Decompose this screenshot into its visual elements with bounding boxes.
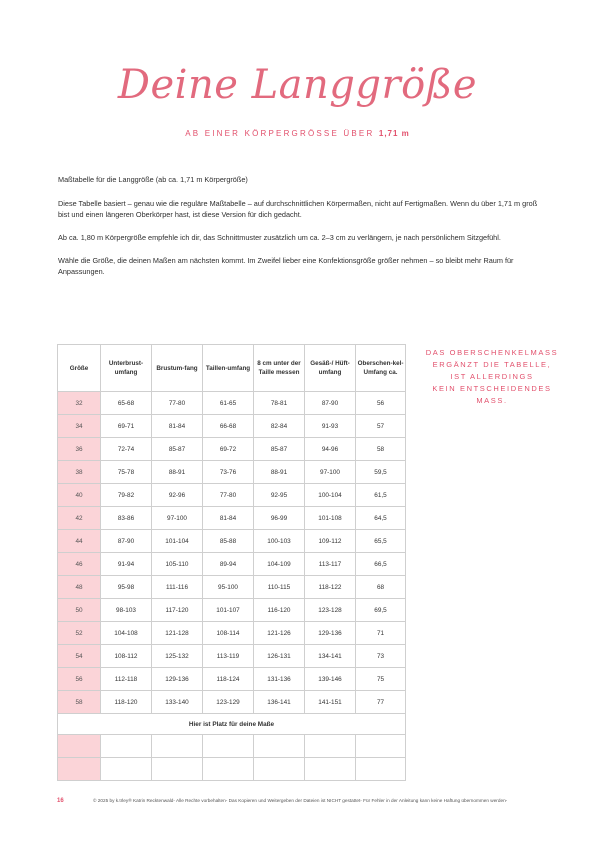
table-cell: 116-120	[254, 599, 305, 622]
size-cell: 34	[58, 415, 101, 438]
table-cell: 129-136	[305, 622, 356, 645]
table-cell: 85-87	[254, 438, 305, 461]
table-cell: 69,5	[356, 599, 406, 622]
page-number: 16	[57, 798, 64, 804]
copyright-text: © 2025 by k.trley® Katrin Recktenwald- Alle Rechte vorbehalten- Das Kopieren und Weitergeben der Dateien ist NICHT gestattet- Für Fehler in der Anleitung kann keine Haftung übernommen werden-	[93, 798, 508, 803]
table-cell: 57	[356, 415, 406, 438]
size-cell: 58	[58, 691, 101, 714]
table-cell: 81-84	[152, 415, 203, 438]
size-cell: 36	[58, 438, 101, 461]
blank-cell	[101, 735, 152, 758]
column-header-hip: Gesäß-/ Hüft-umfang	[305, 345, 356, 392]
size-cell: 56	[58, 668, 101, 691]
intro-heading: Maßtabelle für die Langgröße (ab ca. 1,71 m Körpergröße)	[58, 175, 248, 184]
table-cell: 77	[356, 691, 406, 714]
table-cell: 66-68	[203, 415, 254, 438]
table-cell: 58	[356, 438, 406, 461]
blank-cell	[254, 735, 305, 758]
intro-text	[58, 174, 538, 289]
table-cell: 126-131	[254, 645, 305, 668]
table-cell: 56	[356, 392, 406, 415]
table-cell: 77-80	[152, 392, 203, 415]
table-row	[58, 438, 406, 461]
table-cell: 123-128	[305, 599, 356, 622]
table-cell: 92-96	[152, 484, 203, 507]
table-cell: 104-109	[254, 553, 305, 576]
page-subtitle	[0, 129, 595, 138]
table-cell: 118-122	[305, 576, 356, 599]
table-cell: 85-88	[203, 530, 254, 553]
table-row	[58, 553, 406, 576]
table-row	[58, 576, 406, 599]
table-body	[58, 392, 406, 781]
table-cell: 113-119	[203, 645, 254, 668]
blank-cell	[356, 758, 406, 781]
subtitle-prefix: AB EINER KÖRPERGRÖSSE ÜBER	[185, 129, 375, 138]
size-cell: 42	[58, 507, 101, 530]
table-cell: 111-116	[152, 576, 203, 599]
table-cell: 109-112	[305, 530, 356, 553]
size-cell: 50	[58, 599, 101, 622]
table-cell: 136-141	[254, 691, 305, 714]
table-cell: 73-76	[203, 461, 254, 484]
table-cell: 134-141	[305, 645, 356, 668]
table-cell: 121-126	[254, 622, 305, 645]
table-row	[58, 645, 406, 668]
table-cell: 118-120	[101, 691, 152, 714]
blank-size-cell	[58, 735, 101, 758]
size-cell: 44	[58, 530, 101, 553]
table-cell: 121-128	[152, 622, 203, 645]
table-cell: 89-94	[203, 553, 254, 576]
size-cell: 38	[58, 461, 101, 484]
table-header-row	[58, 345, 406, 392]
table-cell: 88-91	[152, 461, 203, 484]
table-row	[58, 484, 406, 507]
side-note-line: KEIN ENTSCHEIDENDES	[432, 384, 552, 393]
blank-cell	[203, 758, 254, 781]
table-cell: 59,5	[356, 461, 406, 484]
blank-row	[58, 758, 406, 781]
table-cell: 69-71	[101, 415, 152, 438]
table-cell: 72-74	[101, 438, 152, 461]
blank-cell	[254, 758, 305, 781]
page-title: Deine Langgröße	[117, 62, 478, 108]
table-cell: 112-118	[101, 668, 152, 691]
intro-paragraph: Ab ca. 1,80 m Körpergröße empfehle ich dir, das Schnittmuster zusätzlich um ca. 2–3 cm zu verlängern, je nach persönlichem Sitzgefühl.	[58, 233, 501, 242]
size-cell: 32	[58, 392, 101, 415]
table-cell: 131-136	[254, 668, 305, 691]
table-cell: 85-87	[152, 438, 203, 461]
blank-row	[58, 735, 406, 758]
table-cell: 95-100	[203, 576, 254, 599]
table-row	[58, 668, 406, 691]
blank-cell	[152, 758, 203, 781]
blank-size-cell	[58, 758, 101, 781]
table-cell: 123-129	[203, 691, 254, 714]
table-cell: 105-110	[152, 553, 203, 576]
table-cell: 65-68	[101, 392, 152, 415]
table-cell: 69-72	[203, 438, 254, 461]
table-cell: 118-124	[203, 668, 254, 691]
size-cell: 46	[58, 553, 101, 576]
table-cell: 61-65	[203, 392, 254, 415]
table-cell: 87-90	[101, 530, 152, 553]
table-row	[58, 530, 406, 553]
table-cell: 68	[356, 576, 406, 599]
table-cell: 91-94	[101, 553, 152, 576]
table-cell: 87-90	[305, 392, 356, 415]
column-header-below-waist: 8 cm unter der Taille messen	[254, 345, 305, 392]
table-cell: 139-146	[305, 668, 356, 691]
table-cell: 78-81	[254, 392, 305, 415]
table-cell: 97-100	[152, 507, 203, 530]
placeholder-label: Hier ist Platz für deine Maße	[58, 714, 406, 735]
size-cell: 40	[58, 484, 101, 507]
side-note-line: MASS.	[476, 396, 508, 405]
column-header-bust: Brustum-fang	[152, 345, 203, 392]
column-header-underbust: Unterbrust-umfang	[101, 345, 152, 392]
table-cell: 61,5	[356, 484, 406, 507]
table-cell: 95-98	[101, 576, 152, 599]
table-cell: 91-93	[305, 415, 356, 438]
table-cell: 101-104	[152, 530, 203, 553]
blank-cell	[203, 735, 254, 758]
column-header-thigh: Oberschen-kel-Umfang ca.	[356, 345, 406, 392]
blank-cell	[305, 735, 356, 758]
table-row	[58, 507, 406, 530]
blank-cell	[101, 758, 152, 781]
table-row	[58, 461, 406, 484]
table-cell: 92-95	[254, 484, 305, 507]
size-cell: 48	[58, 576, 101, 599]
table-cell: 129-136	[152, 668, 203, 691]
table-cell: 110-115	[254, 576, 305, 599]
table-cell: 100-104	[305, 484, 356, 507]
size-cell: 54	[58, 645, 101, 668]
intro-paragraph: Wähle die Größe, die deinen Maßen am nächsten kommt. Im Zweifel lieber eine Konfektionsgröße größer nehmen – so bleibt mehr Raum für Anpassungen.	[58, 256, 514, 276]
table-cell: 94-96	[305, 438, 356, 461]
table-cell: 141-151	[305, 691, 356, 714]
size-cell: 52	[58, 622, 101, 645]
table-cell: 73	[356, 645, 406, 668]
column-header-size: Größe	[58, 345, 101, 392]
table-row	[58, 622, 406, 645]
table-cell: 82-84	[254, 415, 305, 438]
table-cell: 101-107	[203, 599, 254, 622]
table-cell: 108-114	[203, 622, 254, 645]
blank-cell	[305, 758, 356, 781]
table-row	[58, 415, 406, 438]
table-row	[58, 392, 406, 415]
table-cell: 97-100	[305, 461, 356, 484]
side-note	[418, 347, 566, 407]
table-cell: 133-140	[152, 691, 203, 714]
table-cell: 125-132	[152, 645, 203, 668]
blank-cell	[152, 735, 203, 758]
table-cell: 75	[356, 668, 406, 691]
size-table	[57, 344, 406, 781]
side-note-line: ERGÄNZT DIE TABELLE,	[432, 360, 552, 369]
intro-paragraph: Diese Tabelle basiert – genau wie die reguläre Maßtabelle – auf durchschnittlichen Körpermaßen, nicht auf Fertigmaßen. Wenn du über 1,71 m groß bist und einen längeren Oberkörper hast, ist diese Version für dich gedacht.	[58, 199, 538, 219]
table-cell: 108-112	[101, 645, 152, 668]
table-cell: 77-80	[203, 484, 254, 507]
footer	[57, 798, 557, 804]
table-cell: 66,5	[356, 553, 406, 576]
side-note-line: IST ALLERDINGS	[450, 372, 534, 381]
table-cell: 65,5	[356, 530, 406, 553]
table-cell: 96-99	[254, 507, 305, 530]
blank-cell	[356, 735, 406, 758]
table-row	[58, 599, 406, 622]
table-cell: 101-108	[305, 507, 356, 530]
table-cell: 88-91	[254, 461, 305, 484]
table-row	[58, 691, 406, 714]
side-note-line: DAS OBERSCHENKELMASS	[425, 348, 559, 357]
table-cell: 98-103	[101, 599, 152, 622]
placeholder-row	[58, 714, 406, 735]
column-header-waist: Taillen-umfang	[203, 345, 254, 392]
table-cell: 104-108	[101, 622, 152, 645]
table-cell: 113-117	[305, 553, 356, 576]
table-cell: 83-86	[101, 507, 152, 530]
table-cell: 81-84	[203, 507, 254, 530]
table-cell: 64,5	[356, 507, 406, 530]
table-cell: 100-103	[254, 530, 305, 553]
table-cell: 75-78	[101, 461, 152, 484]
table-cell: 71	[356, 622, 406, 645]
table-cell: 79-82	[101, 484, 152, 507]
table-cell: 117-120	[152, 599, 203, 622]
subtitle-value: 1,71 m	[378, 129, 410, 138]
